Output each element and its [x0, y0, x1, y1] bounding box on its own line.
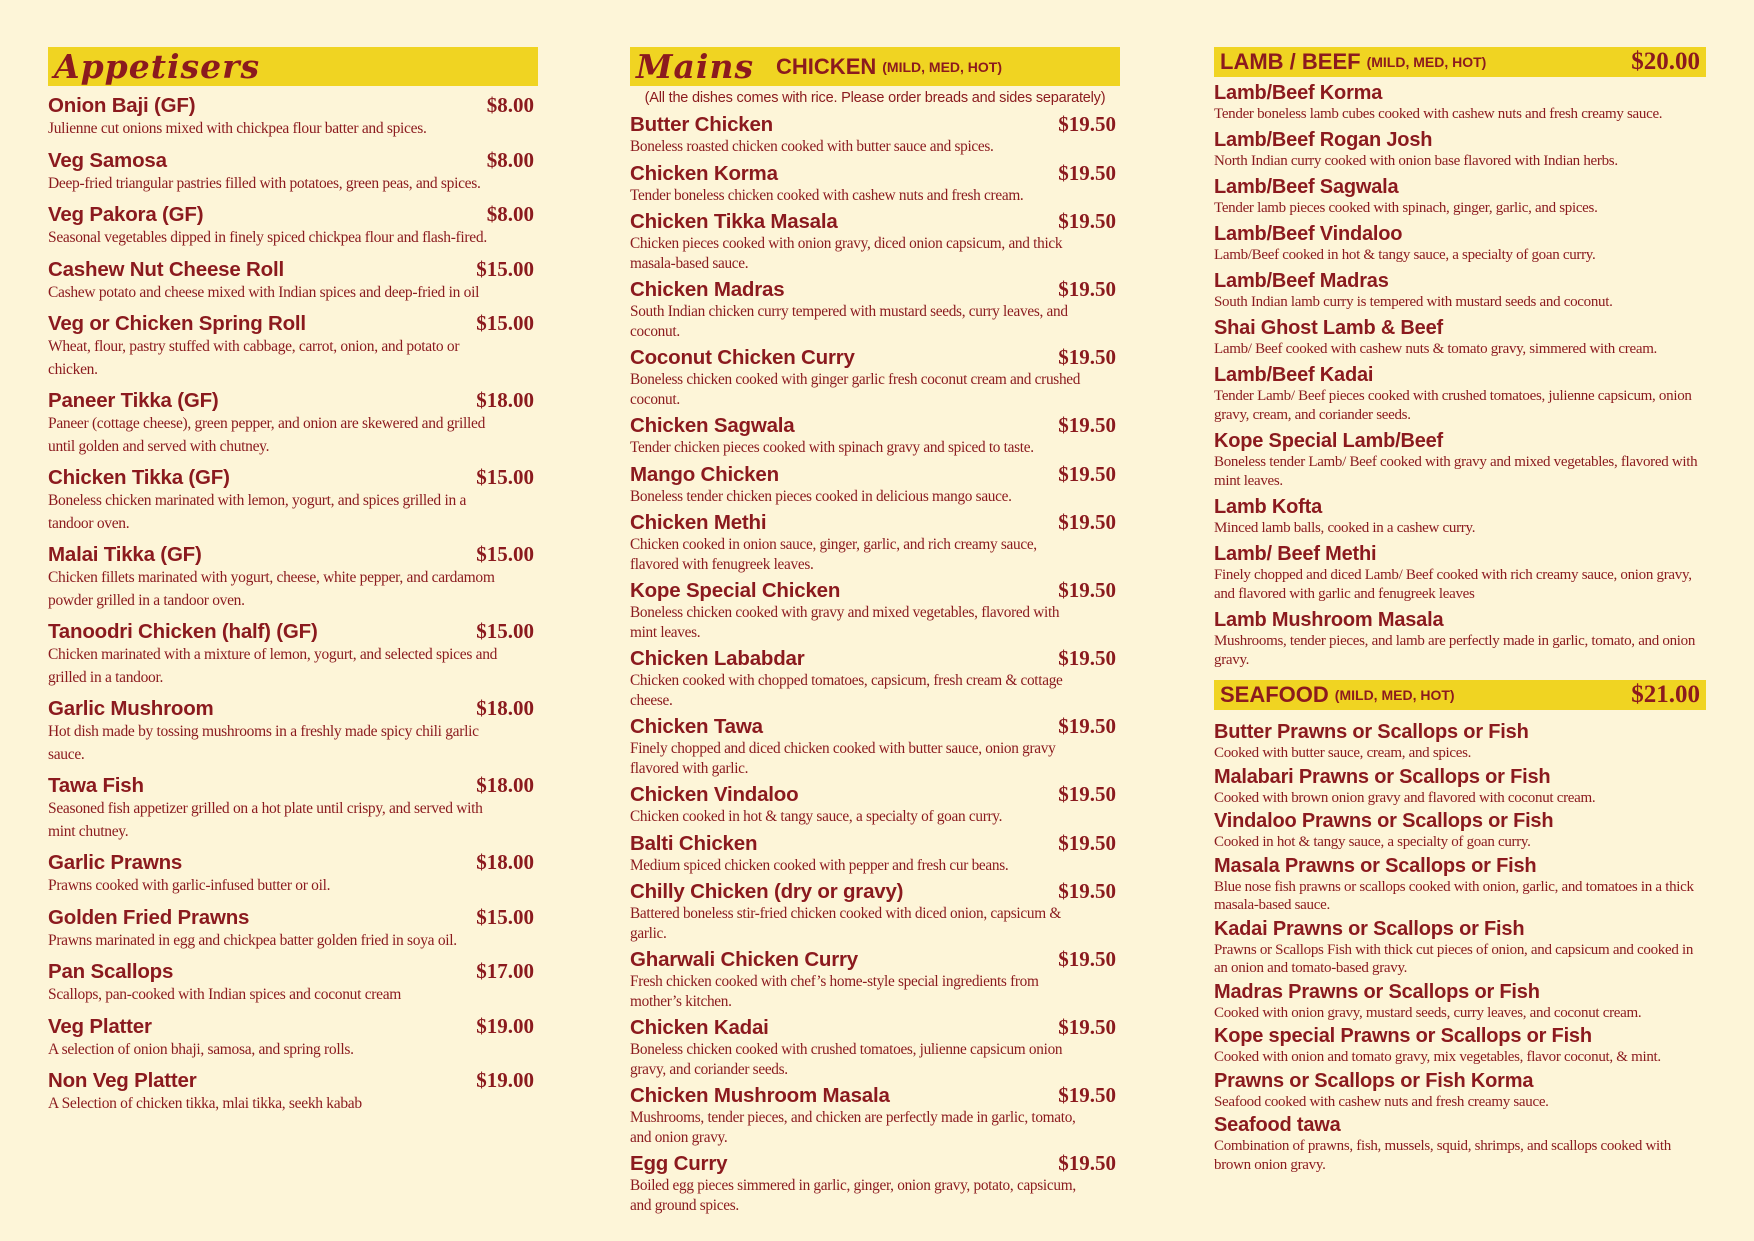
- menu-item-description: Cooked with brown onion gravy and flavored with coconut cream.: [1214, 789, 1596, 806]
- menu-item-name: Veg Samosa: [48, 148, 167, 172]
- menu-item-name: Kadai Prawns or Scallops or Fish: [1214, 917, 1525, 940]
- lamb-beef-list: [1214, 81, 1706, 670]
- menu-item-header: [1214, 1024, 1706, 1048]
- menu-item-name: Prawns or Scallops or Fish Korma: [1214, 1069, 1534, 1092]
- menu-item-description: Mushrooms, tender pieces, and chicken are perfectly made in garlic, tomato, and onion gravy.: [630, 1109, 1076, 1146]
- menu-item-description: Chicken cooked in hot & tangy sauce, a specialty of goan curry.: [630, 808, 1003, 825]
- menu-item-description: Minced lamb balls, cooked in a cashew curry.: [1214, 520, 1476, 536]
- menu-item-price: $19.50: [1058, 646, 1116, 670]
- menu-item-price: $19.50: [1058, 345, 1116, 369]
- menu-item: [630, 345, 1120, 409]
- menu-item-price: $8.00: [486, 202, 534, 226]
- menu-item-price: $19.50: [1058, 782, 1116, 806]
- menu-item: [630, 510, 1120, 574]
- menu-item-name: Kope special Prawns or Scallops or Fish: [1214, 1025, 1592, 1047]
- menu-item-header: [1214, 1113, 1706, 1137]
- menu-item: [48, 1014, 538, 1062]
- menu-item: [1214, 1069, 1706, 1112]
- menu-item-price: $18.00: [476, 696, 534, 720]
- mains-banner: [630, 47, 1120, 86]
- menu-item: [48, 850, 538, 898]
- menu-item-description: Chicken pieces cooked with onion gravy, diced onion capsicum, and thick masala-based sauce.: [630, 235, 1063, 272]
- menu-item: [48, 905, 538, 953]
- menu-item: [1214, 429, 1706, 491]
- menu-item-description: Chicken cooked with chopped tomatoes, capsicum, fresh cream & cottage cheese.: [630, 672, 1063, 709]
- menu-item-price: $19.50: [1058, 1015, 1116, 1039]
- menu-item: [48, 148, 538, 196]
- menu-item: [630, 831, 1120, 876]
- menu-item-price: $17.00: [476, 959, 534, 983]
- appetisers-column: [48, 47, 538, 1116]
- menu-item: [1214, 363, 1706, 425]
- menu-item: [630, 646, 1120, 710]
- menu-item-price: $18.00: [476, 850, 534, 874]
- menu-item: [1214, 316, 1706, 359]
- menu-item-name: Veg or Chicken Spring Roll: [48, 312, 306, 335]
- menu-item-description: Cooked with butter sauce, cream, and spices.: [1214, 745, 1472, 761]
- menu-item-name: Chicken Vindaloo: [630, 783, 799, 806]
- menu-item-price: $19.00: [476, 1013, 534, 1038]
- menu-item-name: Lamb/Beef Korma: [1214, 82, 1383, 104]
- menu-item-name: Lamb/ Beef Methi: [1214, 543, 1377, 565]
- menu-item-description: Finely chopped and diced chicken cooked with butter sauce, onion gravy flavored with garlic.: [630, 740, 1056, 777]
- menu-item-header: [48, 1014, 538, 1039]
- menu-item-description: Seasonal vegetables dipped in finely spiced chickpea flour and flash-fired.: [48, 229, 487, 246]
- menu-item-name: Chicken Kadai: [630, 1016, 769, 1039]
- menu-item-header: [630, 879, 1120, 904]
- menu-item-description: Mushrooms, tender pieces, and lamb are perfectly made in garlic, tomato, and onion gravy.: [1214, 633, 1696, 668]
- menu-item-description: Battered boneless stir-fried chicken cooked with diced onion, capsicum & garlic.: [630, 905, 1061, 942]
- menu-item: [1214, 1113, 1706, 1174]
- menu-item-header: [48, 773, 538, 798]
- menu-item-header: [1214, 765, 1706, 789]
- menu-item-price: $15.00: [476, 465, 534, 489]
- menu-item: [1214, 917, 1706, 978]
- menu-item-price: $18.00: [476, 388, 534, 412]
- menu-item-description: Cooked with onion and tomato gravy, mix vegetables, flavor coconut, & mint.: [1214, 1049, 1661, 1065]
- menu-item-name: Mango Chicken: [630, 462, 779, 486]
- menu-item-price: $15.00: [476, 904, 534, 929]
- menu-item-header: [630, 345, 1120, 370]
- menu-item-name: Chicken Mushroom Masala: [630, 1084, 890, 1107]
- menu-item-description: Boneless tender chicken pieces cooked in delicious mango sauce.: [630, 487, 1012, 505]
- menu-item: [1214, 765, 1706, 808]
- seafood-price: $21.00: [1631, 681, 1700, 708]
- menu-item: [630, 112, 1120, 157]
- menu-item-name: Paneer Tikka (GF): [48, 389, 219, 412]
- menu-item: [630, 462, 1120, 507]
- mains-note: (All the dishes comes with rice. Please order breads and sides separately): [644, 90, 1106, 106]
- mains-title: Mains: [636, 47, 755, 86]
- menu-item-header: [1214, 809, 1706, 833]
- menu-item: [630, 1015, 1120, 1079]
- menu-item-name: Veg Pakora (GF): [48, 203, 204, 226]
- menu-item-header: [1214, 128, 1706, 152]
- menu-item-price: $19.50: [1058, 160, 1116, 185]
- menu-item-description: Deep-fried triangular pastries filled with potatoes, green peas, and spices.: [48, 174, 481, 192]
- menu-item-header: [48, 311, 538, 336]
- menu-item-name: Lamb/Beef Vindaloo: [1214, 223, 1403, 245]
- menu-item: [1214, 269, 1706, 312]
- menu-item: [630, 413, 1120, 458]
- menu-item-header: [630, 413, 1120, 438]
- menu-item: [630, 277, 1120, 341]
- menu-item-name: Chicken Tawa: [630, 715, 763, 738]
- menu-item-price: $19.50: [1058, 510, 1116, 534]
- menu-item-name: Seafood tawa: [1214, 1114, 1341, 1136]
- menu-item-header: [1214, 222, 1706, 246]
- menu-item: [1214, 175, 1706, 218]
- menu-item-description: Boneless chicken marinated with lemon, yogurt, and spices grilled in a tandoor oven.: [48, 492, 467, 532]
- menu-item-price: $19.50: [1058, 277, 1116, 301]
- menu-item-price: $19.50: [1058, 1151, 1116, 1175]
- menu-item-description: Tender Lamb/ Beef pieces cooked with crushed tomatoes, julienne capsicum, onion gravy, cream, and coriander seeds.: [1214, 388, 1692, 423]
- menu-item: [48, 959, 538, 1007]
- menu-item-header: [48, 465, 538, 490]
- menu-item-price: $19.50: [1058, 461, 1116, 486]
- menu-item-description: Julienne cut onions mixed with chickpea flour batter and spices.: [48, 120, 427, 137]
- menu-item-header: [1214, 363, 1706, 387]
- menu-item-header: [1214, 81, 1706, 105]
- menu-item-name: Garlic Prawns: [48, 851, 183, 874]
- menu-item-description: Seasoned fish appetizer grilled on a hot plate until crispy, and served with mint chutney.: [48, 800, 483, 840]
- menu-item-name: Butter Chicken: [630, 113, 774, 136]
- menu-item-description: Paneer (cottage cheese), green pepper, and onion are skewered and grilled until golden and served with chutney.: [48, 415, 486, 455]
- menu-item-header: [630, 646, 1120, 671]
- menu-item-header: [48, 257, 538, 282]
- menu-item-header: [630, 161, 1120, 186]
- menu-item-header: [630, 277, 1120, 302]
- menu-item: [48, 1068, 538, 1116]
- menu-item-header: [1214, 429, 1706, 453]
- menu-item: [48, 773, 538, 843]
- menu-item: [48, 202, 538, 250]
- menu-item: [1214, 608, 1706, 670]
- menu-item-header: [48, 905, 538, 930]
- menu-item-name: Chicken Tikka Masala: [630, 210, 838, 233]
- menu-item-price: $15.00: [476, 256, 534, 281]
- menu-item-description: Prawns cooked with garlic-infused butter or oil.: [48, 877, 331, 894]
- menu-item-name: Pan Scallops: [48, 960, 174, 983]
- menu-item: [48, 542, 538, 612]
- menu-item-header: [48, 696, 538, 721]
- menu-item-header: [48, 850, 538, 875]
- menu-item-header: [630, 462, 1120, 487]
- menu-item-name: Coconut Chicken Curry: [630, 346, 855, 369]
- menu-item-price: $8.00: [486, 147, 534, 172]
- menu-item-price: $19.50: [1058, 1083, 1116, 1107]
- menu-item-name: Chicken Sagwala: [630, 414, 795, 437]
- menu-item-name: Lamb Kofta: [1214, 496, 1323, 518]
- menu-item-name: Gharwali Chicken Curry: [630, 948, 859, 971]
- menu-item: [1214, 720, 1706, 763]
- menu-item-description: Tender chicken pieces cooked with spinach gravy and spiced to taste.: [630, 439, 1034, 456]
- menu-item-name: Kope Special Chicken: [630, 579, 841, 602]
- lamb-beef-title: LAMB / BEEF: [1220, 49, 1361, 74]
- menu-item-header: [1214, 495, 1706, 519]
- menu-item: [1214, 980, 1706, 1023]
- menu-item-description: North Indian curry cooked with onion base flavored with Indian herbs.: [1214, 153, 1618, 169]
- menu-item-header: [630, 578, 1120, 603]
- chicken-list: [630, 112, 1120, 1215]
- appetisers-banner: [48, 47, 538, 86]
- menu-item-price: $19.50: [1058, 879, 1116, 903]
- menu-item-header: [1214, 175, 1706, 199]
- menu-item-header: [1214, 854, 1706, 878]
- menu-item: [1214, 542, 1706, 604]
- menu-item-price: $18.00: [476, 773, 534, 797]
- menu-item: [48, 388, 538, 458]
- menu-item-name: Chilly Chicken (dry or gravy): [630, 880, 904, 903]
- menu-item-header: [48, 959, 538, 984]
- menu-item: [1214, 81, 1706, 124]
- menu-item-price: $15.00: [476, 311, 534, 335]
- menu-item-name: Chicken Madras: [630, 278, 785, 301]
- menu-item-header: [48, 93, 538, 118]
- menu-item-description: Boiled egg pieces simmered in garlic, ginger, onion gravy, potato, capsicum, and ground spices.: [630, 1177, 1076, 1214]
- seafood-heat-levels: (MILD, MED, HOT): [1334, 687, 1455, 703]
- menu-item-header: [630, 209, 1120, 234]
- menu-item-header: [1214, 720, 1706, 744]
- menu-item-description: Boneless chicken cooked with crushed tomatoes, julienne capsicum onion gravy, and coriander seeds.: [630, 1041, 1063, 1078]
- menu-item-header: [630, 831, 1120, 856]
- menu-item-header: [48, 202, 538, 227]
- menu-item-name: Golden Fried Prawns: [48, 905, 250, 929]
- chicken-subtitle: CHICKEN: [776, 53, 877, 79]
- menu-item-description: A selection of onion bhaji, samosa, and spring rolls.: [48, 1040, 354, 1058]
- menu-item-header: [630, 510, 1120, 535]
- menu-item: [48, 93, 538, 141]
- menu-item-name: Veg Platter: [48, 1014, 152, 1038]
- menu-item-description: Prawns marinated in egg and chickpea batter golden fried in soya oil.: [48, 931, 457, 949]
- menu-item-price: $15.00: [476, 542, 534, 566]
- menu-item-name: Lamb Mushroom Masala: [1214, 609, 1444, 631]
- menu-item-price: $19.50: [1058, 714, 1116, 738]
- menu-item: [630, 879, 1120, 943]
- menu-item-name: Lamb/Beef Sagwala: [1214, 176, 1399, 198]
- menu-item-description: Chicken cooked in onion sauce, ginger, garlic, and rich creamy sauce, flavored with fenugreek leaves.: [630, 536, 1037, 573]
- menu-item: [1214, 495, 1706, 538]
- lamb-seafood-column: [1214, 47, 1706, 1174]
- menu-item-description: Wheat, flour, pastry stuffed with cabbage, carrot, onion, and potato or chicken.: [48, 338, 460, 378]
- menu-item-description: Boneless chicken cooked with gravy and mixed vegetables, flavored with mint leaves.: [630, 604, 1060, 641]
- menu-item-header: [48, 542, 538, 567]
- menu-item-description: Prawns or Scallops Fish with thick cut pieces of onion, and capsicum and cooked in an onion and tomato-based gravy.: [1214, 941, 1694, 976]
- menu-item-name: Masala Prawns or Scallops or Fish: [1214, 854, 1537, 877]
- menu-item-name: Madras Prawns or Scallops or Fish: [1214, 980, 1540, 1003]
- menu-item-name: Garlic Mushroom: [48, 697, 214, 720]
- menu-item-name: Tanoodri Chicken (half) (GF): [48, 620, 318, 643]
- menu-item-name: Onion Baji (GF): [48, 94, 196, 117]
- menu-item-description: Chicken marinated with a mixture of lemon, yogurt, and selected spices and grilled in a tandoor.: [48, 646, 498, 686]
- menu-item-name: Lamb/Beef Madras: [1214, 270, 1389, 292]
- menu-item-header: [48, 619, 538, 644]
- seafood-banner: [1214, 680, 1706, 710]
- menu-item-name: Non Veg Platter: [48, 1069, 197, 1092]
- menu-item-name: Shai Ghost Lamb & Beef: [1214, 317, 1443, 339]
- menu-item-price: $19.50: [1058, 112, 1116, 136]
- menu-item-description: Seafood cooked with cashew nuts and fresh creamy sauce.: [1214, 1093, 1549, 1110]
- lamb-beef-banner: [1214, 47, 1706, 77]
- menu-item-header: [630, 1151, 1120, 1176]
- menu-item-description: Hot dish made by tossing mushrooms in a freshly made spicy chili garlic sauce.: [48, 723, 479, 763]
- menu-item-description: Cooked with onion gravy, mustard seeds, curry leaves, and coconut cream.: [1214, 1004, 1642, 1021]
- menu-item: [48, 311, 538, 381]
- menu-item-header: [1214, 542, 1706, 566]
- lamb-beef-heat-levels: (MILD, MED, HOT): [1366, 54, 1487, 70]
- menu-item-header: [1214, 608, 1706, 632]
- menu-item-header: [630, 112, 1120, 137]
- menu-item-description: Tender boneless chicken cooked with cashew nuts and fresh cream.: [630, 186, 1024, 204]
- menu-item-description: Fresh chicken cooked with chef’s home-style special ingredients from mother’s kitchen.: [630, 973, 1039, 1010]
- menu-item-header: [1214, 917, 1706, 941]
- menu-item-description: Cooked in hot & tangy sauce, a specialty of goan curry.: [1214, 834, 1531, 850]
- menu-item-header: [630, 1015, 1120, 1040]
- appetisers-title: Appetisers: [54, 47, 261, 86]
- menu-item-name: Chicken Methi: [630, 511, 767, 534]
- mains-column: [630, 47, 1120, 1215]
- menu-item-name: Tawa Fish: [48, 774, 144, 797]
- menu-item: [630, 1151, 1120, 1215]
- menu-item: [48, 257, 538, 305]
- menu-item: [630, 714, 1120, 778]
- menu-item-name: Malabari Prawns or Scallops or Fish: [1214, 765, 1551, 788]
- menu-item-description: A Selection of chicken tikka, mlai tikka, seekh kabab: [48, 1095, 362, 1112]
- menu-item-description: Tender boneless lamb cubes cooked with cashew nuts and fresh creamy sauce.: [1214, 106, 1663, 122]
- menu-item-name: Kope Special Lamb/Beef: [1214, 430, 1443, 452]
- menu-item-name: Butter Prawns or Scallops or Fish: [1214, 721, 1529, 743]
- menu-item-header: [1214, 1069, 1706, 1093]
- menu-item: [630, 1083, 1120, 1147]
- menu-item-price: $19.50: [1058, 209, 1116, 233]
- menu-item-description: Lamb/ Beef cooked with cashew nuts & tomato gravy, simmered with cream.: [1214, 341, 1658, 357]
- menu-item-description: South Indian chicken curry tempered with mustard seeds, curry leaves, and coconut.: [630, 303, 1068, 340]
- menu-item: [1214, 128, 1706, 171]
- menu-item-name: Malai Tikka (GF): [48, 543, 202, 566]
- menu-item-description: Combination of prawns, fish, mussels, squid, shrimps, and scallops cooked with brown onion gravy.: [1214, 1138, 1671, 1173]
- menu-item-price: $15.00: [476, 619, 534, 643]
- appetisers-list: [48, 93, 538, 1116]
- menu-item: [630, 578, 1120, 642]
- menu-item-header: [48, 388, 538, 413]
- menu-item-price: $19.50: [1058, 947, 1116, 971]
- menu-item-name: Chicken Lababdar: [630, 647, 805, 670]
- menu-item-name: Balti Chicken: [630, 831, 758, 855]
- menu-item-name: Vindaloo Prawns or Scallops or Fish: [1214, 810, 1554, 832]
- seafood-list: [1214, 720, 1706, 1174]
- menu-item-price: $19.50: [1058, 578, 1116, 602]
- menu-item: [1214, 854, 1706, 915]
- menu-item: [630, 161, 1120, 206]
- menu-item-price: $19.50: [1058, 413, 1116, 437]
- seafood-title: SEAFOOD: [1220, 682, 1329, 707]
- menu-item-header: [1214, 316, 1706, 340]
- menu-item: [630, 947, 1120, 1011]
- menu-item-description: South Indian lamb curry is tempered with mustard seeds and coconut.: [1214, 294, 1613, 310]
- menu-item-description: Boneless roasted chicken cooked with butter sauce and spices.: [630, 138, 994, 155]
- menu-item-description: Lamb/Beef cooked in hot & tangy sauce, a specialty of goan curry.: [1214, 247, 1596, 263]
- menu-item-description: Boneless chicken cooked with ginger garlic fresh coconut cream and crushed coconut.: [630, 371, 1081, 408]
- menu-item-description: Medium spiced chicken cooked with pepper and fresh cur beans.: [630, 856, 1009, 874]
- menu-item-description: Blue nose fish prawns or scallops cooked with onion, garlic, and tomatoes in a thick masala-based sauce.: [1214, 878, 1694, 913]
- menu-item: [1214, 1024, 1706, 1067]
- menu-item-price: $19.00: [476, 1068, 534, 1092]
- menu-item-header: [630, 714, 1120, 739]
- menu-item: [48, 619, 538, 689]
- menu-item: [48, 465, 538, 535]
- menu-item-header: [48, 1068, 538, 1093]
- menu-item-description: Chicken fillets marinated with yogurt, cheese, white pepper, and cardamom powder grilled in a tandoor oven.: [48, 569, 495, 609]
- lamb-beef-price: $20.00: [1631, 48, 1700, 75]
- menu-item: [1214, 809, 1706, 852]
- menu-item-price: $8.00: [486, 93, 534, 117]
- menu-item-description: Cashew potato and cheese mixed with Indian spices and deep-fried in oil: [48, 283, 480, 301]
- menu-item-header: [630, 947, 1120, 972]
- menu-item-name: Cashew Nut Cheese Roll: [48, 257, 284, 281]
- menu-item-description: Scallops, pan-cooked with Indian spices and coconut cream: [48, 986, 402, 1003]
- menu-item-name: Lamb/Beef Rogan Josh: [1214, 129, 1433, 151]
- menu-item-description: Tender lamb pieces cooked with spinach, ginger, garlic, and spices.: [1214, 200, 1598, 216]
- chicken-heat-levels: (MILD, MED, HOT): [882, 58, 1003, 75]
- menu-item-price: $19.50: [1058, 830, 1116, 855]
- menu-item-description: Boneless tender Lamb/ Beef cooked with gravy and mixed vegetables, flavored with mint leaves.: [1214, 454, 1698, 489]
- menu-item: [630, 782, 1120, 827]
- menu-item-name: Chicken Korma: [630, 161, 778, 185]
- menu-item: [48, 696, 538, 766]
- menu-item-header: [1214, 980, 1706, 1004]
- menu-item-name: Lamb/Beef Kadai: [1214, 364, 1374, 386]
- menu-item: [1214, 222, 1706, 265]
- menu-item-name: Chicken Tikka (GF): [48, 466, 230, 489]
- menu-item-header: [630, 1083, 1120, 1108]
- menu-item-header: [630, 782, 1120, 807]
- menu-item-header: [1214, 269, 1706, 293]
- menu-item-header: [48, 148, 538, 173]
- menu-item: [630, 209, 1120, 273]
- menu-item-name: Egg Curry: [630, 1152, 728, 1175]
- menu-item-description: Finely chopped and diced Lamb/ Beef cooked with rich creamy sauce, onion gravy, and flavored with garlic and fenugreek leaves: [1214, 567, 1692, 602]
